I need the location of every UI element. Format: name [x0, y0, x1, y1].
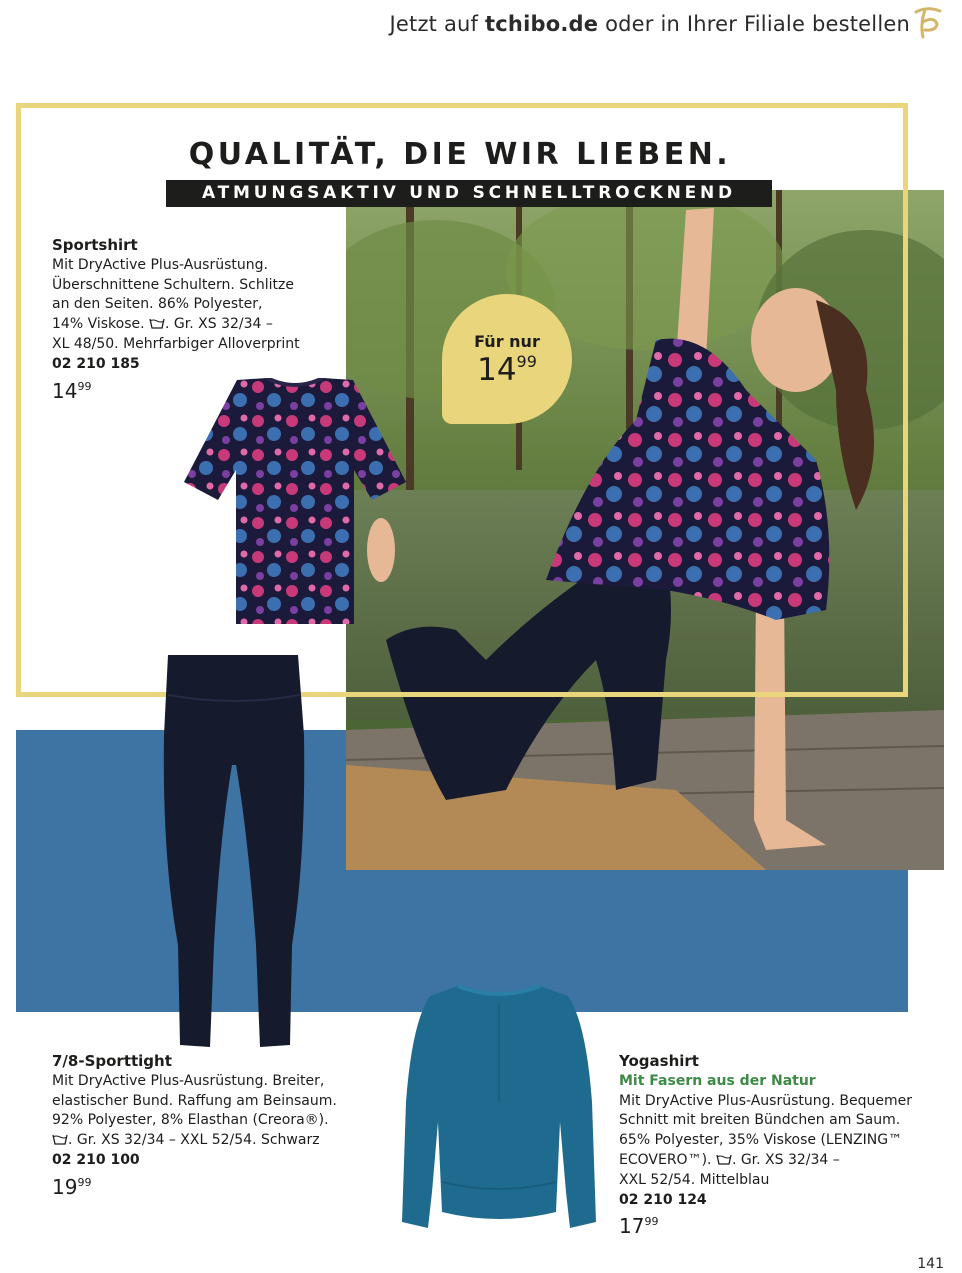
product-title: Sportshirt — [52, 236, 138, 254]
price-bubble — [442, 294, 572, 424]
tchibo-logo-icon — [910, 4, 944, 40]
product-sportshirt: Sportshirt Mit DryActive Plus-Ausrüstung. Überschnittene Schultern. Schlitze an den Seiten. 86% Polyester, 14% Viskose. . Gr. XS 32/34 – XL 48/50. Mehrfarbiger Alloverprint 02 210 185 $14^{99}$ — [52, 236, 300, 403]
sporttight-image[interactable] — [160, 655, 308, 1050]
page-headline: QUALITÄT, DIE WIR LIEBEN. — [188, 137, 732, 172]
price-bubble-label: Für nur — [474, 332, 540, 351]
site-link[interactable]: tchibo.de — [485, 12, 599, 36]
product-price: $17^{99}$ — [619, 1214, 659, 1239]
wash-icon — [149, 318, 165, 329]
article-number: 02 210 185 — [52, 355, 140, 372]
article-number: 02 210 100 — [52, 1151, 140, 1168]
product-title: 7/8-Sporttight — [52, 1052, 172, 1070]
page-number: 141 — [917, 1256, 944, 1272]
product-price: $14^{99}$ — [52, 378, 92, 403]
product-sporttight: 7/8-Sporttight Mit DryActive Plus-Ausrüstung. Breiter, elastischer Bund. Raffung am Beinsaum. 92% Polyester, 8% Elasthan (Creora®). . Gr. XS 32/34 – XXL 52/54. Schwarz 02 210 100 $19^{99}$ — [52, 1052, 337, 1199]
product-title: Yogashirt — [619, 1052, 699, 1070]
sportshirt-image[interactable] — [182, 378, 408, 628]
product-subtitle: Mit Fasern aus der Natur — [619, 1072, 816, 1089]
wash-icon — [716, 1154, 732, 1165]
page-subheadline: ATMUNGSAKTIV UND SCHNELLTROCKNEND — [166, 180, 772, 207]
order-hint: Jetzt auf tchibo.de oder in Ihrer Filiale bestellen — [389, 12, 910, 36]
yogashirt-image[interactable] — [400, 982, 598, 1232]
product-yogashirt: Yogashirt Mit Fasern aus der Natur Mit DryActive Plus-Ausrüstung. Bequemer Schnitt mit breiten Bündchen am Saum. 65% Polyester, 35% Viskose (LENZING™ ECOVERO™). . Gr. XS 32/34 – XXL 52/54. Mittelblau 02 210 124 $17^{99}$ — [619, 1052, 913, 1239]
article-number: 02 210 124 — [619, 1191, 707, 1208]
price-bubble-price: $14^{99}$ — [477, 352, 537, 388]
product-price: $19^{99}$ — [52, 1174, 92, 1199]
wash-icon — [52, 1134, 68, 1145]
